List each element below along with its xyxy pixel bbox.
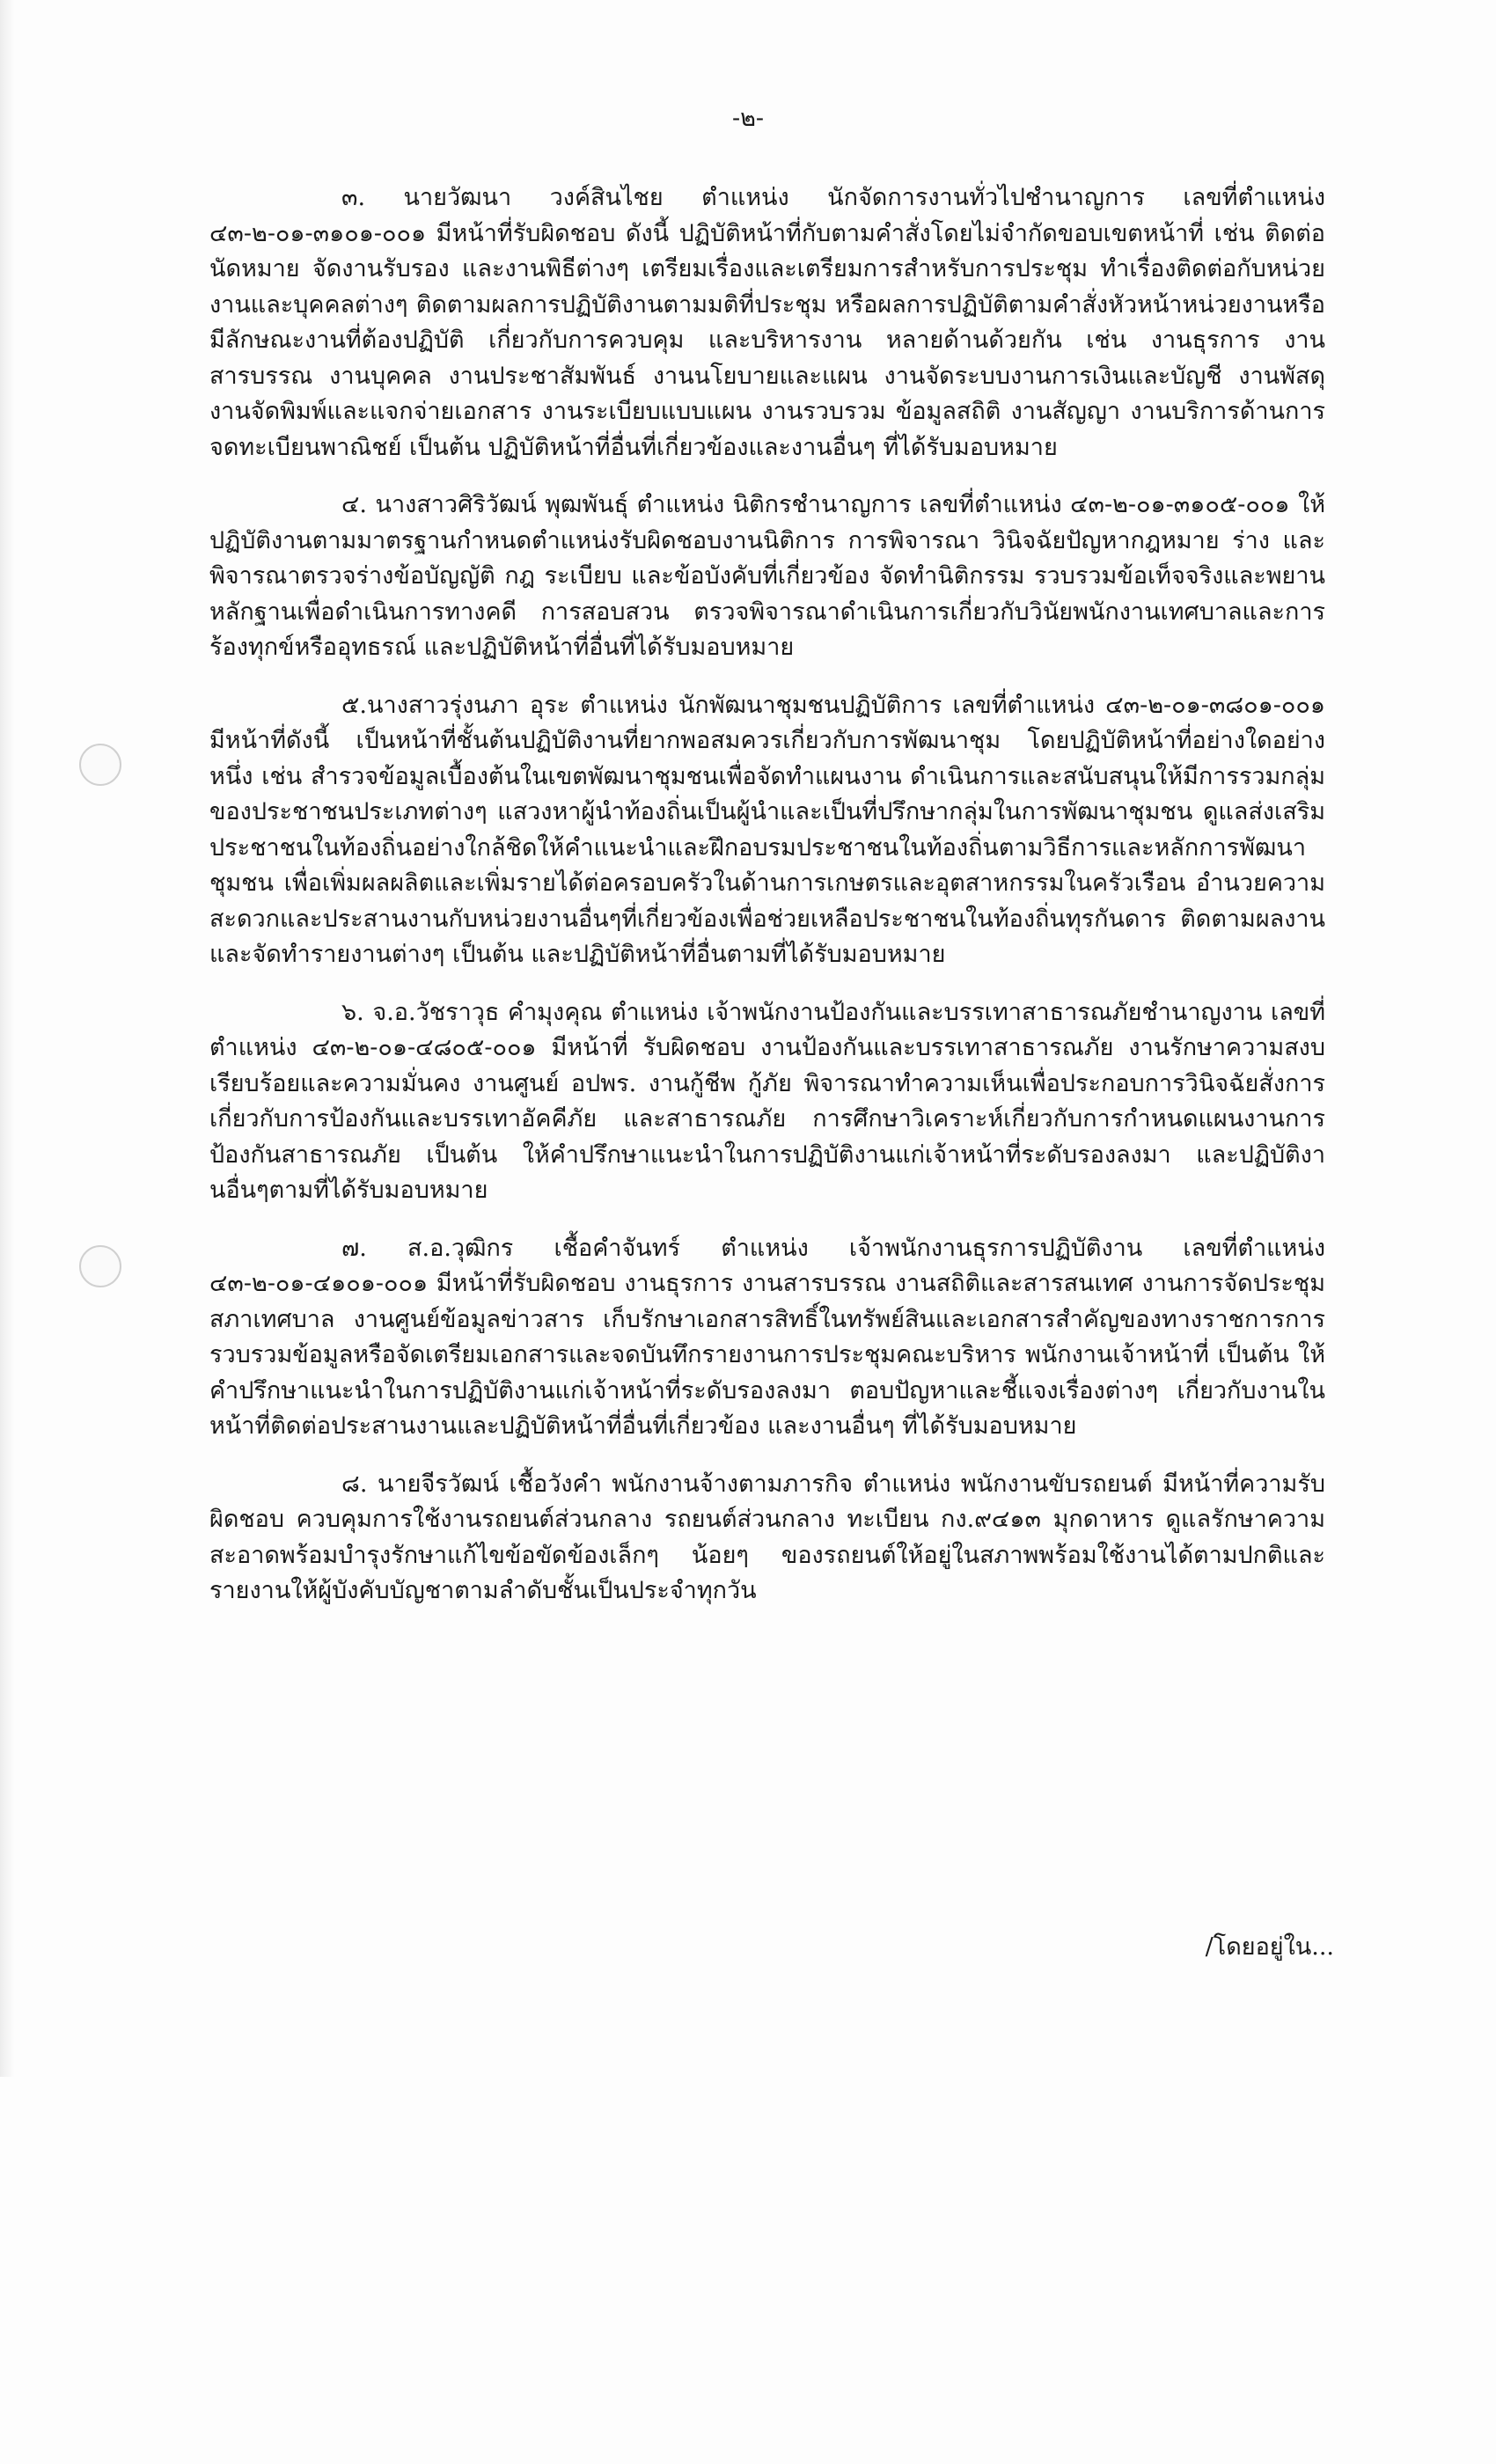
paragraph-item-8: ๘. นายจีรวัฒน์ เชื้อวังคำ พนักงานจ้างตามภารกิจ ตำแหน่ง พนักงานขับรถยนต์ มีหน้าที่ความรับผิดชอบ ควบคุมการใช้งานรถยนต์ส่วนกลาง รถยนต์ส่วนกลาง ทะเบียน กง.๙๔๑๓ มุกดาหาร ดูแลรักษาความสะอาดพร้อมบำรุงรักษาแก้ไขข้อขัดข้องเล็กๆ น้อยๆ ของรถยนต์ให้อยู่ในสภาพพร้อมใช้งานได้ตามปกติและรายงานให้ผู้บังคับบัญชาตามลำดับชั้นเป็นประจำทุกวัน bbox=[209, 1470, 1325, 1604]
paragraph-item-3: ๓. นายวัฒนา วงค์สินไชย ตำแหน่ง นักจัดการงานทั่วไปชำนาญการ เลขที่ตำแหน่ง ๔๓-๒-๐๑-๓๑๐๑-๐๐๑ มีหน้าที่รับผิดชอบ ดังนี้ ปฏิบัติหน้าที่กับตามคำสั่งโดยไม่จำกัดขอบเขตหน้าที่ เช่น ติดต่อนัดหมาย จัดงานรับรอง และงานพิธีต่างๆ เตรียมเรื่องและเตรียมการสำหรับการประชุม ทำเรื่องติดต่อกับหน่วยงานและบุคคลต่างๆ ติดตามผลการปฏิบัติงานตามมติที่ประชุม หรือผลการปฏิบัติตามคำสั่งหัวหน้าหน่วยงานหรือมีลักษณะงานที่ต้องปฏิบัติ เกี่ยวกับการควบคุม และบริหารงาน หลายด้านด้วยกัน เช่น งานธุรการ งานสารบรรณ งานบุคคล งานประชาสัมพันธ์ งานนโยบายและแผน งานจัดระบบงานการเงินและบัญชี งานพัสดุ งานจัดพิมพ์และแจกจ่ายเอกสาร งานระเบียบแบบแผน งานรวบรวม ข้อมูลสถิติ งานสัญญา งานบริการด้านการจดทะเบียนพาณิชย์ เป็นต้น ปฏิบัติหน้าที่อื่นที่เกี่ยวข้องและงานอื่นๆ ที่ได้รับมอบหมาย bbox=[209, 184, 1325, 461]
paragraph-item-5: ๕.นางสาวรุ่งนภา อุระ ตำแหน่ง นักพัฒนาชุมชนปฏิบัติการ เลขที่ตำแหน่ง ๔๓-๒-๐๑-๓๘๐๑-๐๐๑ มีหน้าที่ดังนี้ เป็นหน้าที่ชั้นต้นปฏิบัติงานที่ยากพอสมควรเกี่ยวกับการพัฒนาชุม โดยปฏิบัติหน้าที่อย่างใดอย่างหนึ่ง เช่น สำรวจข้อมูลเบื้องต้นในเขตพัฒนาชุมชนเพื่อจัดทำแผนงาน ดำเนินการและสนับสนุนให้มีการรวมกลุ่มของประชาชนประเภทต่างๆ แสวงหาผู้นำท้องถิ่นเป็นผู้นำและเป็นที่ปรึกษากลุ่มในการพัฒนาชุมชน ดูแลส่งเสริมประชาชนในท้องถิ่นอย่างใกล้ชิดให้คำแนะนำและฝึกอบรมประชาชนในท้องถิ่นตามวิธีการและหลักการพัฒนาชุมชน เพื่อเพิ่มผลผลิตและเพิ่มรายได้ต่อครอบครัวในด้านการเกษตรและอุตสาหกรรมในครัวเรือน อำนวยความสะดวกและประสานงานกับหน่วยงานอื่นๆที่เกี่ยวข้องเพื่อช่วยเหลือประชาชนในท้องถิ่นทุรกันดาร ติดตามผลงานและจัดทำรายงานต่างๆ เป็นต้น และปฏิบัติหน้าที่อื่นตามที่ได้รับมอบหมาย bbox=[209, 691, 1325, 968]
page-number: -๒- bbox=[731, 105, 765, 132]
document-body bbox=[209, 180, 1325, 1632]
continuation-note: /โดยอยู่ใน... bbox=[1205, 1933, 1334, 1961]
paragraph-item-7: ๗. ส.อ.วุฒิกร เชื้อคำจันทร์ ตำแหน่ง เจ้าพนักงานธุรการปฏิบัติงาน เลขที่ตำแหน่ง ๔๓-๒-๐๑-๔๑๐๑-๐๐๑ มีหน้าที่รับผิดชอบ งานธุรการ งานสารบรรณ งานสถิติและสารสนเทศ งานการจัดประชุมสภาเทศบาล งานศูนย์ข้อมูลข่าวสาร เก็บรักษาเอกสารสิทธิ์ในทรัพย์สินและเอกสารสำคัญของทางราชการการรวบรวมข้อมูลหรือจัดเตรียมเอกสารและจดบันทึกรายงานการประชุมคณะบริหาร พนักงานเจ้าหน้าที่ เป็นต้น ให้คำปรึกษาแนะนำในการปฏิบัติงานแก่เจ้าหน้าที่ระดับรองลงมา ตอบปัญหาและชี้แจงเรื่องต่างๆ เกี่ยวกับงานในหน้าที่ติดต่อประสานงานและปฏิบัติหน้าที่อื่นที่เกี่ยวข้อง และงานอื่นๆ ที่ได้รับมอบหมาย bbox=[209, 1234, 1325, 1440]
punch-hole-lower bbox=[79, 1245, 121, 1287]
paragraph-item-4: ๔. นางสาวศิริวัฒน์ พุฒพันธุ์ ตำแหน่ง นิติกรชำนาญการ เลขที่ตำแหน่ง ๔๓-๒-๐๑-๓๑๐๕-๐๐๑ ให้ปฏิบัติงานตามมาตรฐานกำหนดตำแหน่งรับผิดชอบงานนิติการ การพิจารณา วินิจฉัยปัญหากฎหมาย ร่าง และพิจารณาตรวจร่างข้อบัญญัติ กฎ ระเบียบ และข้อบังคับที่เกี่ยวข้อง จัดทำนิติกรรม รวบรวมข้อเท็จจริงและพยานหลักฐานเพื่อดำเนินการทางคดี การสอบสวน ตรวจพิจารณาดำเนินการเกี่ยวกับวินัยพนักงานเทศบาลและการร้องทุกข์หรืออุทธรณ์ และปฏิบัติหน้าที่อื่นที่ได้รับมอบหมาย bbox=[209, 491, 1325, 661]
scan-shadow bbox=[0, 0, 14, 2077]
punch-hole-upper bbox=[79, 744, 121, 786]
paragraph-item-6: ๖. จ.อ.วัชราวุธ คำมุงคุณ ตำแหน่ง เจ้าพนักงานป้องกันและบรรเทาสาธารณภัยชำนาญงาน เลขที่ตำแหน่ง ๔๓-๒-๐๑-๔๘๐๕-๐๐๑ มีหน้าที่ รับผิดชอบ งานป้องกันและบรรเทาสาธารณภัย งานรักษาความสงบเรียบร้อยและความมั่นคง งานศูนย์ อปพร. งานกู้ชีพ กู้ภัย พิจารณาทำความเห็นเพื่อประกอบการวินิจฉัยสั่งการเกี่ยวกับการป้องกันและบรรเทาอัคคีภัย และสาธารณภัย การศึกษาวิเคราะห์เกี่ยวกับการกำหนดแผนงานการป้องกันสาธารณภัย เป็นต้น ให้คำปรึกษาแนะนำในการปฏิบัติงานแก่เจ้าหน้าที่ระดับรองลงมา และปฏิบัติงานอื่นๆตามที่ได้รับมอบหมาย bbox=[209, 998, 1325, 1204]
